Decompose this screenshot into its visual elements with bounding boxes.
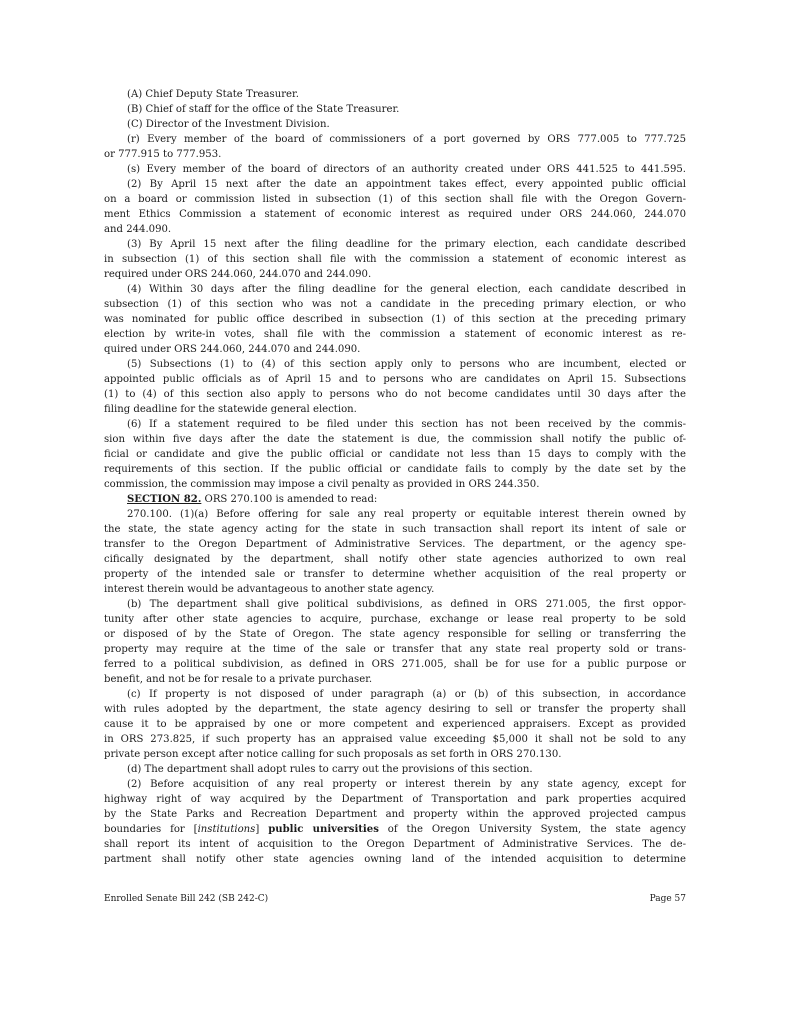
- text-line: and 244.090.: [104, 224, 172, 235]
- text-line: highway right of way acquired by the Department of Transportation and park properties acquired: [104, 794, 686, 805]
- text-line: (1) to (4) of this section also apply to persons who do not become candidates until 30 days after the: [104, 389, 686, 400]
- text-line: property of the intended sale or transfer to determine whether acquisition of the real property or: [104, 569, 686, 580]
- text-line: in subsection (1) of this section shall file with the commission a statement of economic interest as: [104, 254, 686, 265]
- text-line: (c) If property is not disposed of under paragraph (a) or (b) of this subsection, in accordance: [127, 689, 686, 700]
- text-line: ment Ethics Commission a statement of economic interest as required under ORS 244.060, 244.070: [104, 209, 686, 220]
- text-line: (6) If a statement required to be filed under this section has not been received by the commis-: [127, 419, 686, 430]
- text-line: subsection (1) of this section who was not a candidate in the preceding primary election, or who: [104, 299, 686, 310]
- text-line: or 777.915 to 777.953.: [104, 149, 222, 160]
- text-line: tunity after other state agencies to acquire, purchase, exchange or lease real property to be sold: [104, 614, 686, 625]
- text-line: or disposed of by the State of Oregon. The state agency responsible for selling or transferring the: [104, 629, 686, 640]
- text-line: requirements of this section. If the public official or candidate fails to comply by the date set by the: [104, 464, 686, 475]
- text-line: (d) The department shall adopt rules to carry out the provisions of this section.: [127, 764, 533, 775]
- text-line: (3) By April 15 next after the filing deadline for the primary election, each candidate described: [127, 239, 686, 250]
- text-line: appointed public officials as of April 15 and to persons who are candidates on April 15. Subsections: [104, 374, 686, 385]
- text-line: (s) Every member of the board of directors of an authority created under ORS 441.525 to 441.595.: [127, 164, 686, 175]
- text-line: election by write-in votes, shall file with the commission a statement of economic interest as re-: [104, 329, 686, 340]
- footer-bill-title: Enrolled Senate Bill 242 (SB 242-C): [104, 894, 269, 904]
- text-line: commission, the commission may impose a civil penalty as provided in ORS 244.350.: [104, 479, 540, 490]
- deleted-text: institutions: [197, 824, 256, 835]
- text-segment: boundaries for [: [104, 824, 198, 835]
- text-line: (2) By April 15 next after the date an appointment takes effect, every appointed public official: [127, 179, 686, 190]
- text-line: 270.100. (1)(a) Before offering for sale any real property or equitable interest therein owned by: [127, 509, 686, 520]
- text-line: (B) Chief of staff for the office of the State Treasurer.: [127, 104, 400, 115]
- text-line: shall report its intent of acquisition to the Oregon Department of Administrative Services. The de-: [104, 839, 686, 850]
- text-line: (r) Every member of the board of commissioners of a port governed by ORS 777.005 to 777.725: [127, 134, 686, 145]
- text-line: benefit, and not be for resale to a private purchaser.: [104, 674, 373, 685]
- page-footer: [104, 893, 686, 905]
- text-line: by the State Parks and Recreation Department and property within the approved projected campus: [104, 809, 686, 820]
- text-line: (4) Within 30 days after the filing deadline for the general election, each candidate described in: [127, 284, 686, 295]
- text-line: sion within five days after the date the statement is due, the commission shall notify the public of-: [104, 434, 686, 445]
- text-line: (A) Chief Deputy State Treasurer.: [127, 89, 299, 100]
- text-line: in ORS 273.825, if such property has an appraised value exceeding $5,000 it shall not be sold to any: [104, 734, 686, 745]
- text-segment: ]: [255, 824, 269, 835]
- text-line: quired under ORS 244.060, 244.070 and 244.090.: [104, 344, 361, 355]
- text-line: interest therein would be advantageous to another state agency.: [104, 584, 435, 595]
- text-line: property may require at the time of the sale or transfer that any state real property sold or trans-: [104, 644, 686, 655]
- text-line: (C) Director of the Investment Division.: [127, 119, 330, 130]
- section-label: SECTION 82.: [127, 494, 202, 505]
- text-line: was nominated for public office described in subsection (1) of this section at the preceding primary: [104, 314, 686, 325]
- text-line: (b) The department shall give political subdivisions, as defined in ORS 271.005, the first oppor-: [127, 599, 686, 610]
- document-body: [104, 87, 686, 867]
- footer-page-number: Page 57: [649, 894, 686, 904]
- text-line: (5) Subsections (1) to (4) of this section apply only to persons who are incumbent, elected or: [127, 359, 686, 370]
- text-line: transfer to the Oregon Department of Administrative Services. The department, or the agency spe-: [104, 539, 686, 550]
- text-line: required under ORS 244.060, 244.070 and 244.090.: [104, 269, 372, 280]
- text-line: on a board or commission listed in subsection (1) of this section shall file with the Oregon Govern-: [104, 194, 686, 205]
- section-heading-text: ORS 270.100 is amended to read:: [201, 494, 378, 505]
- text-line: (2) Before acquisition of any real property or interest therein by any state agency, except for: [127, 779, 686, 790]
- text-line: cause it to be appraised by one or more competent and experienced appraisers. Except as provided: [104, 719, 686, 730]
- text-segment: of the Oregon University System, the state agency: [378, 824, 686, 835]
- section-heading: [104, 492, 686, 507]
- text-line: ficial or candidate and give the public official or candidate not less than 15 days to comply with the: [104, 449, 686, 460]
- text-line: private person except after notice calling for such proposals as set forth in ORS 270.130.: [104, 749, 562, 760]
- text-line: filing deadline for the statewide general election.: [104, 404, 357, 415]
- text-line: cifically designated by the department, shall notify other state agencies authorized to own real: [104, 554, 686, 565]
- text-line: with rules adopted by the department, the state agency desiring to sell or transfer the property shall: [104, 704, 686, 715]
- text-line-mixed: [104, 822, 686, 837]
- text-line: partment shall notify other state agencies owning land of the intended acquisition to determine: [104, 854, 686, 865]
- inserted-text: public universities: [268, 824, 379, 835]
- text-line: the state, the state agency acting for the state in such transaction shall report its intent of sale or: [104, 524, 686, 535]
- text-line: ferred to a political subdivision, as defined in ORS 271.005, shall be for use for a public purpose or: [104, 659, 686, 670]
